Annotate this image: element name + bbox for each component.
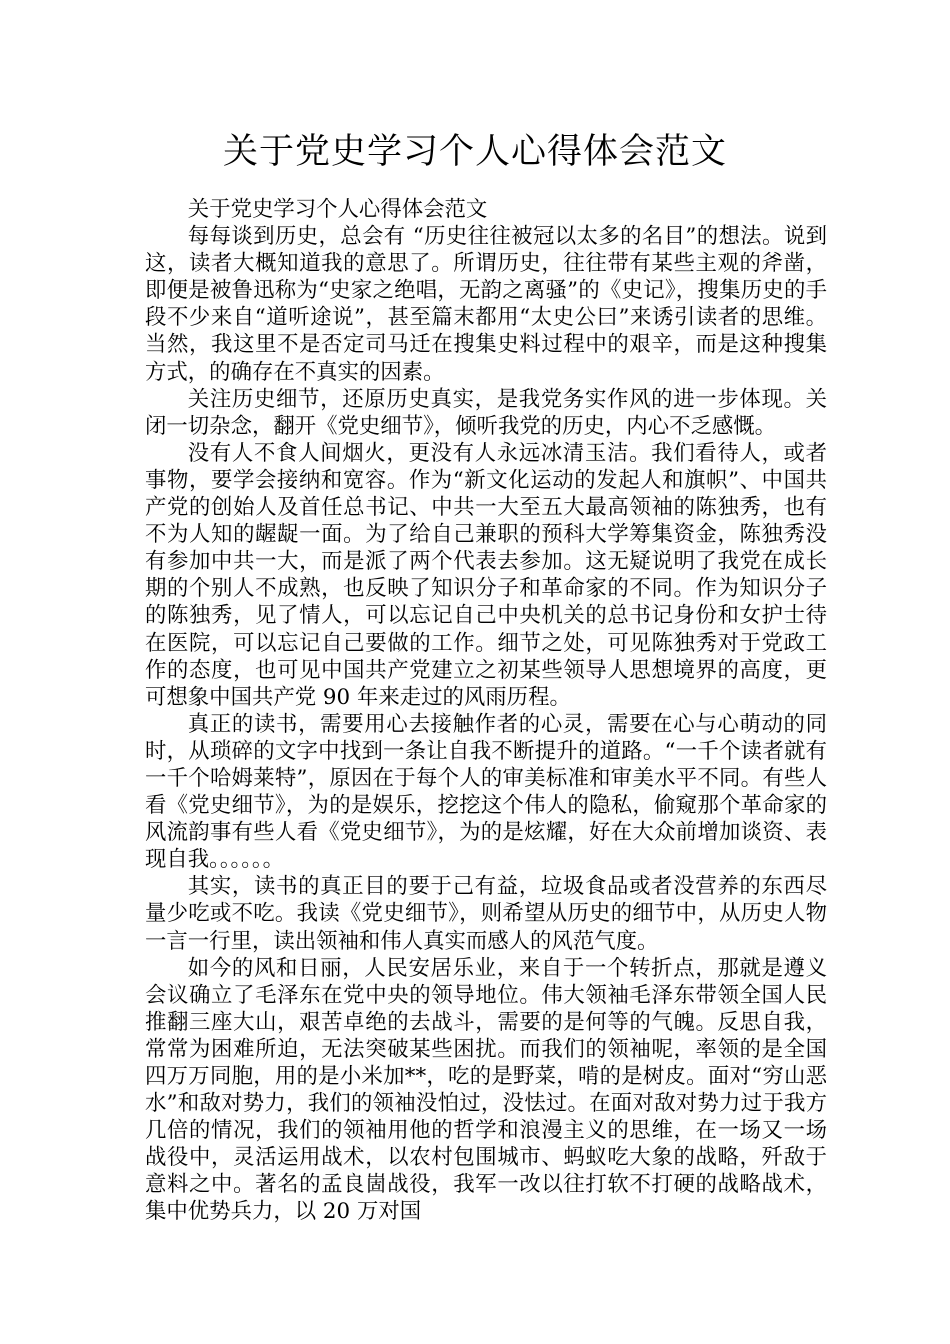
paragraph-subtitle: 关于党史学习个人心得体会范文: [187, 197, 488, 222]
paragraph-true-reading: 真正的读书，需要用心去接触作者的心灵，需要在心与心萌动的同时，从琐碎的文字中找到一条让自我不断提升的道路。“一千个读者就有一千个哈姆莱特”，原因在于每个人的审美标准和审美水平不同。有些人看《党史细节》，为的是娱乐，挖挖这个伟人的隐私，偷窥那个革命家的风流韵事有些人看《党史细节》，为的是炫耀，好在大众前增加谈资、表现自我。。。。。。: [145, 711, 827, 873]
paragraph-history-names: 每每谈到历史，总会有 “历史往往被冠以太多的名目”的想法。说到这，读者大概知道我的意思了。所谓历史，往往带有某些主观的斧凿，即便是被鲁迅称为“史家之绝唱，无韵之离骚”的《史记》，搜集历史的手段不少来自“道听途说”，甚至篇末都用“太史公曰”来诱引读者的思维。当然，我这里不是否定司马迁在搜集史料过程中的艰辛，而是这种搜集方式，的确存在不真实的因素。: [145, 224, 827, 385]
paragraph-chen-duxiu: 没有人不食人间烟火，更没有人永远冰清玉洁。我们看待人，或者事物，要学会接纳和宽容。作为“新文化运动的发起人和旗帜”、中国共产党的创始人及首任总书记、中共一大至五大最高领袖的陈独秀，也有不为人知的龌龊一面。为了给自己兼职的预科大学筹集资金，陈独秀没有参加中共一大，而是派了两个代表去参加。这无疑说明了我党在成长期的个别人不成熟，也反映了知识分子和革命家的不同。作为知识分子的陈独秀，见了情人，可以忘记自己中央机关的总书记身份和女护士待在医院，可以忘记自己要做的工作。细节之处，可见陈独秀对于党政工作的态度，也可见中国共产党建立之初某些领导人思想境界的高度，更可想象中国共产党 90 年来走过的风雨历程。: [145, 440, 827, 710]
document-title: 关于党史学习个人心得体会范文: [222, 132, 727, 172]
paragraph-zunyi-meeting: 如今的风和日丽，人民安居乐业，来自于一个转折点，那就是遵义会议确立了毛泽东在党中央的领导地位。伟大领袖毛泽东带领全国人民推翻三座大山，艰苦卓绝的去战斗，需要的是何等的气魄。反思自我，常常为困难所迫，无法突破某些困扰。而我们的领袖呢，率领的是全国四万万同胞，用的是小米加**，吃的是野菜，啃的是树皮。面对“穷山恶水”和敌对势力，我们的领袖没怕过，没怯过。在面对敌对势力过于我方几倍的情况，我们的领袖用他的哲学和浪漫主义的思维，在一场又一场战役中，灵活运用战术，以农村包围城市、蚂蚁吃大象的战略，歼敌于意料之中。著名的孟良崮战役，我军一改以往打软不打硬的战略战术，集中优势兵力，以 20 万对国: [145, 955, 827, 1225]
paragraph-reading-purpose: 其实，读书的真正目的要于己有益，垃圾食品或者没营养的东西尽量少吃或不吃。我读《党史细节》，则希望从历史的细节中，从历史人物一言一行里，读出领袖和伟人真实而感人的风范气度。: [145, 874, 827, 954]
paragraph-history-details: 关注历史细节，还原历史真实，是我党务实作风的进一步体现。关闭一切杂念，翻开《党史细节》，倾听我党的历史，内心不乏感慨。: [145, 386, 827, 439]
document-body: [145, 196, 827, 1226]
